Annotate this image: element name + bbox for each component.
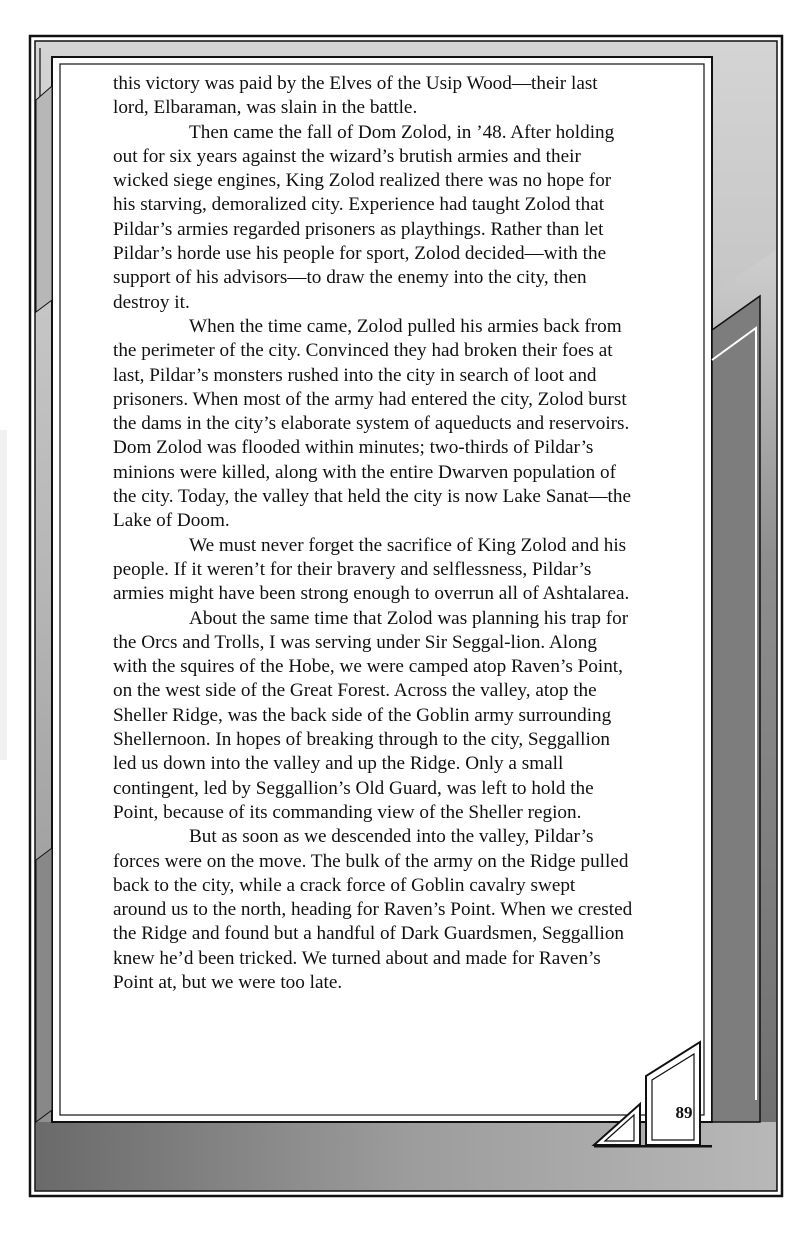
paragraph: About the same time that Zolod was planning his trap for the Orcs and Trolls, I was serving under Sir Seggal-lion. Along with the squires of the Hobe, we were camped atop Raven’s Point, on the west side of the Great Forest. Across the valley, atop the Sheller Ridge, was the back side of the Goblin army surrounding Shellernoon. In hopes of breaking through to the city, Seggallion led us down into the valley and up the Ridge. Only a small contingent, led by Seggallion’s Old Guard, was left to hold the Point, because of its commanding view of the Sheller region. — [113, 607, 629, 823]
paragraph: We must never forget the sacrifice of King Zolod and his people. If it weren’t for their bravery and selflessness, Pildar’s armies might have been strong enough to overrun all of Ashtalarea. — [113, 534, 630, 605]
body-text — [113, 72, 633, 995]
paragraph: this victory was paid by the Elves of the Usip Wood—their last lord, Elbaraman, was slain in the battle. — [113, 73, 598, 119]
paragraph: Then came the fall of Dom Zolod, in ’48. After holding out for six years against the wizard’s brutish armies and their wicked siege engines, King Zolod realized there was no hope for his starving, demoralized city. Experience had taught Zolod that Pildar’s armies regarded prisoners as playthings. Rather than let Pildar’s horde use his people for sport, Zolod decided—with the support of his advisors—to draw the enemy into the city, then destroy it. — [113, 121, 615, 313]
paragraph: When the time came, Zolod pulled his armies back from the perimeter of the city. Convinced they had broken their foes at last, Pildar’s monsters rushed into the city in search of loot and prisoners. When most of the army had entered the city, Zolod burst the dams in the city’s elaborate system of aqueducts and reservoirs. Dom Zolod was flooded within minutes; two-thirds of Pildar’s minions were killed, along with the entire Dwarven population of the city. Today, the valley that held the city is now Lake Sanat—the Lake of Doom. — [113, 315, 631, 532]
paragraph: But as soon as we descended into the valley, Pildar’s forces were on the move. The bulk of the army on the Ridge pulled back to the city, while a crack force of Goblin cavalry swept around us to the north, heading for Raven’s Point. When we crested the Ridge and found but a handful of Dark Guardsmen, Seggallion knew he’d been tricked. We turned about and made for Raven’s Point at, but we were too late. — [113, 826, 633, 993]
page-number: 89 — [675, 1103, 693, 1122]
